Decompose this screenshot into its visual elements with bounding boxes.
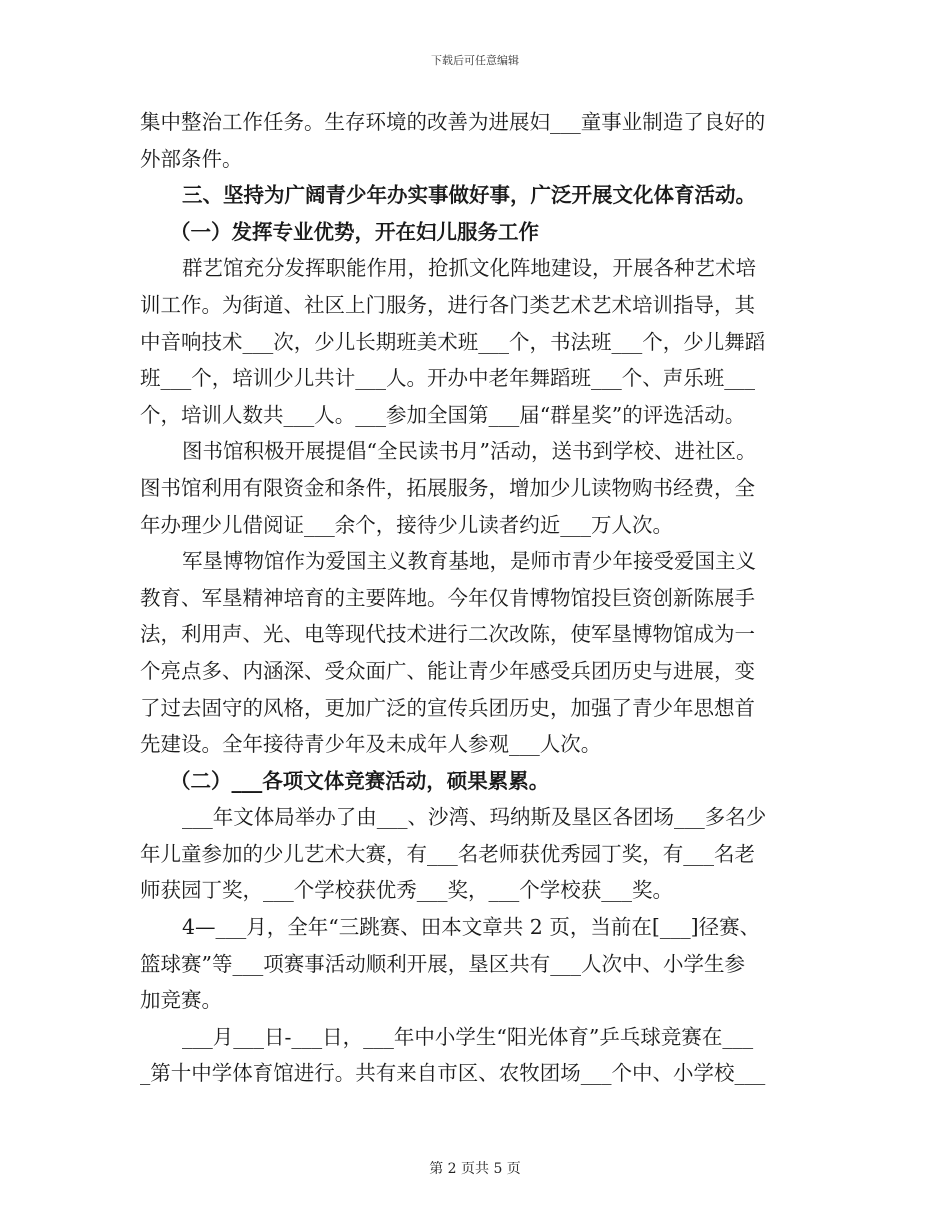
text-line: 法，利用声、光、电等现代技术进行二次改陈，使军垦博物馆成为一 — [140, 622, 755, 647]
text-line: 集中整治工作任务。生存环境的改善为进展妇___童事业制造了良好的 — [140, 110, 766, 134]
text-line: 年儿童参加的少儿艺术大赛，有___名老师获优秀园丁奖，有___名老 — [140, 841, 755, 866]
text-line: 师获园丁奖，___个学校获优秀___奖，___个学校获___奖。 — [140, 878, 673, 903]
text-line: 个，培训人数共___人。___参加全国第___届“群星奖”的评选活动。 — [140, 402, 746, 427]
text-line: ___月___日-___日，___年中小学生“阳光体育”乒乓球竞赛在___ — [182, 1024, 754, 1049]
text-line: ___年文体局举办了由___、沙湾、玛纳斯及垦区各团场___多名少 — [182, 805, 767, 830]
document-body — [140, 104, 812, 1092]
text-line: 军垦博物馆作为爱国主义教育基地，是师市青少年接受爱国主义 — [182, 549, 756, 574]
text-line: 个亮点多、内涵深、受众面广、能让青少年感受兵团历史与进展，变 — [140, 658, 755, 683]
text-line: _第十中学体育馆进行。共有来自市区、农牧团场___个中、小学校___ — [140, 1061, 766, 1086]
text-line: 了过去固守的风格，更加广泛的宣传兵团历史，加强了青少年思想首 — [140, 695, 755, 720]
text-line: 教育、军垦精神培育的主要阵地。今年仅肯博物馆投巨资创新陈展手 — [140, 585, 755, 610]
text-line: 篮球赛”等___项赛事活动顺利开展，垦区共有___人次中、小学生参 — [140, 951, 745, 976]
text-line: 加竞赛。 — [140, 988, 222, 1013]
text-line: 班___个，培训少儿共计___人。开办中老年舞蹈班___个、声乐班___ — [140, 366, 755, 391]
text-line: （一）发挥专业优势，开在妇儿服务工作 — [170, 219, 539, 244]
text-line: 先建设。全年接待青少年及未成年人参观___人次。 — [140, 732, 602, 757]
text-line: 年办理少儿借阅证___余个，接待少儿读者约近___万人次。 — [140, 512, 673, 537]
text-line: 外部条件。 — [140, 146, 243, 171]
text-line: （二）___各项文体竞赛活动，硕果累累。 — [170, 768, 550, 793]
text-line: 三、坚持为广阔青少年办实事做好事，广泛开展文化体育活动。 — [182, 183, 756, 208]
text-line: 训工作。为街道、社区上门服务，进行各门类艺术艺术培训指导，其 — [140, 292, 755, 317]
text-line: 图书馆积极开展提倡“全民读书月”活动，送书到学校、进社区。 — [182, 439, 757, 464]
page-footer: 第 2 页共 5 页 — [429, 1161, 521, 1177]
text-line: 中音响技术___次，少儿长期班美术班___个，书法班___个，少儿舞蹈 — [140, 329, 766, 354]
text-line: 群艺馆充分发挥职能作用，抢抓文化阵地建设，开展各种艺术培 — [182, 256, 756, 281]
text-line: 4—___月，全年“三跳赛、田本文章共 2 页，当前在[___]径赛、 — [182, 915, 761, 940]
text-line: 图书馆利用有限资金和条件，拓展服务，增加少儿读物购书经费，全 — [140, 475, 755, 500]
page-header: 下载后可任意编辑 — [431, 54, 519, 67]
